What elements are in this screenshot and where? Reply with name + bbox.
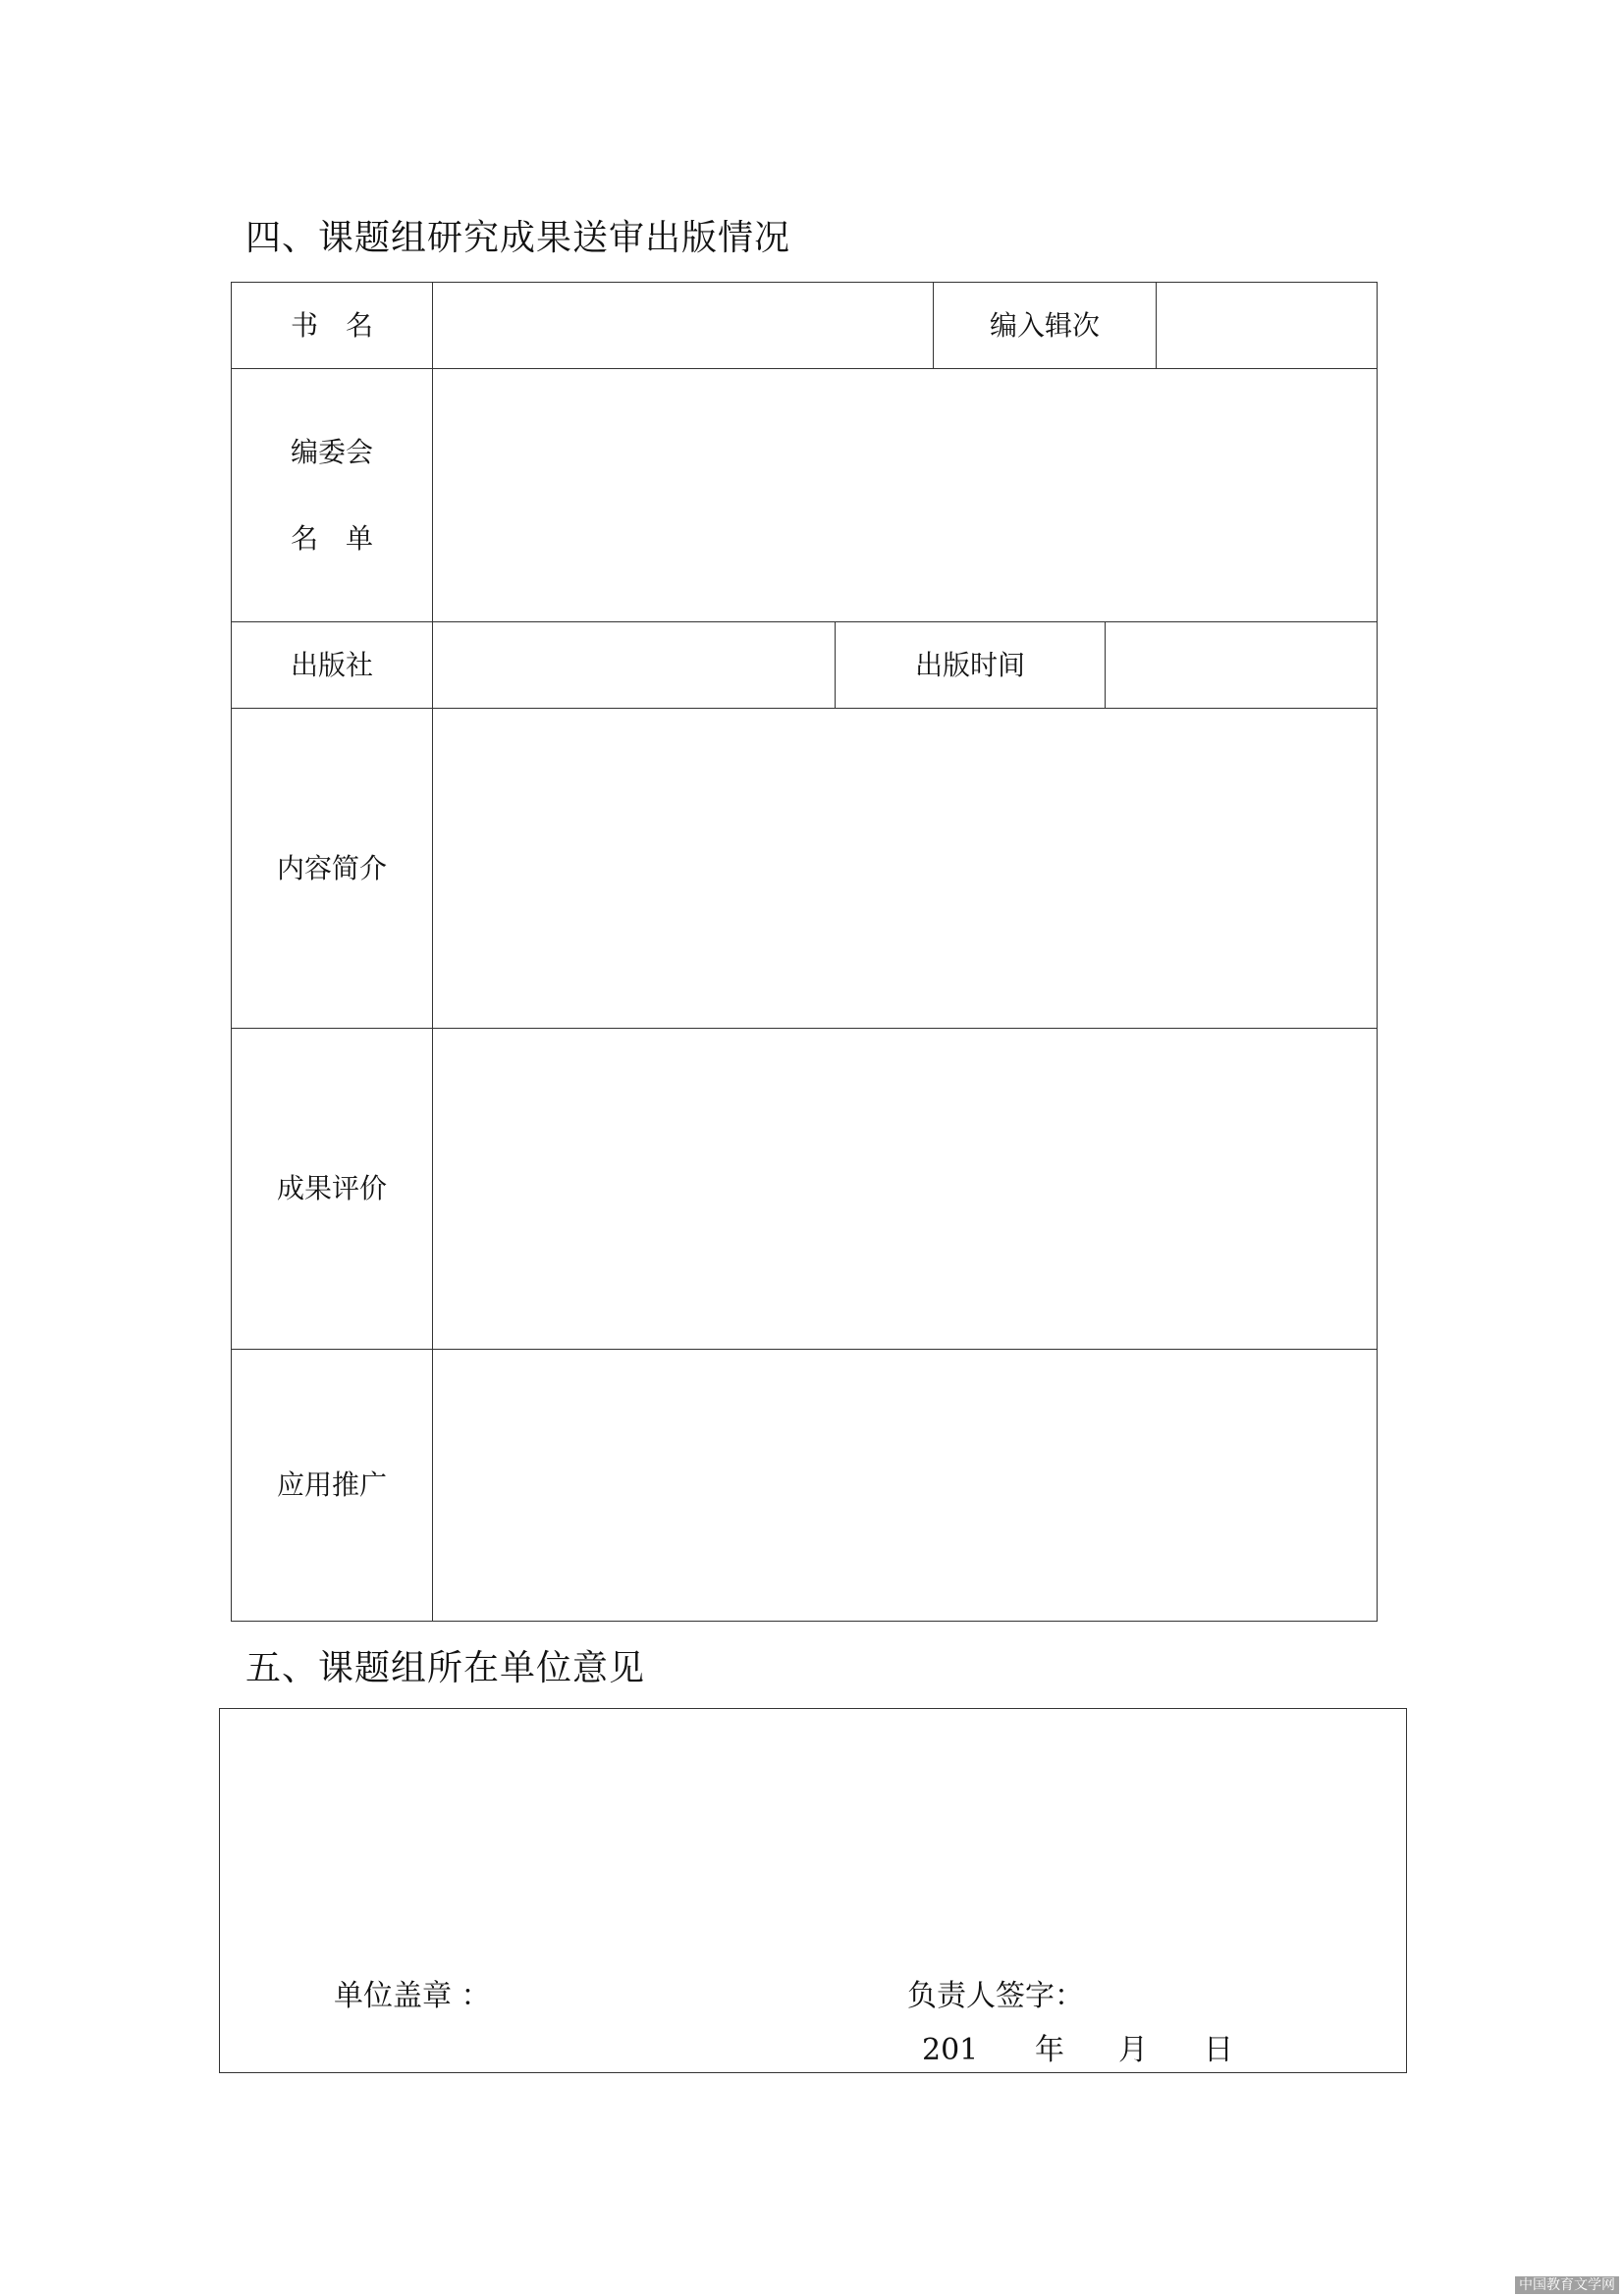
signature-label: 负责人签字： xyxy=(907,1979,1084,2013)
promotion-label: 应用推广 xyxy=(276,1468,387,1501)
pub-time-label-cell xyxy=(836,622,1106,709)
publisher-label: 出版社 xyxy=(290,648,373,681)
summary-field[interactable] xyxy=(433,709,1378,1029)
evaluation-field[interactable] xyxy=(433,1029,1378,1350)
summary-label: 内容简介 xyxy=(276,851,387,884)
committee-label-line1: 编委会 xyxy=(290,435,373,468)
edition-field[interactable] xyxy=(1157,283,1378,369)
year-prefix: 201 xyxy=(922,2033,979,2067)
table-row xyxy=(232,622,1378,709)
book-name-label: 书 名 xyxy=(290,308,373,342)
promotion-field[interactable] xyxy=(433,1350,1378,1622)
evaluation-label-cell xyxy=(232,1029,433,1350)
publisher-field[interactable] xyxy=(433,622,836,709)
table-row xyxy=(232,1029,1378,1350)
committee-list-field[interactable] xyxy=(433,369,1378,622)
promotion-label-cell xyxy=(232,1350,433,1622)
book-name-field[interactable] xyxy=(433,283,934,369)
unit-opinion-box[interactable] xyxy=(219,1708,1407,2073)
committee-label-cell xyxy=(232,369,433,622)
section-5-heading: 五、课题组所在单位意见 xyxy=(245,1648,646,1688)
book-name-label-cell xyxy=(232,283,433,369)
unit-seal-label: 单位盖章 ： xyxy=(334,1979,491,2013)
pub-time-field[interactable] xyxy=(1106,622,1378,709)
edition-label-cell xyxy=(934,283,1157,369)
day-unit: 日 xyxy=(1204,2033,1233,2067)
year-unit: 年 xyxy=(1035,2033,1064,2067)
table-row xyxy=(232,1350,1378,1622)
month-unit: 月 xyxy=(1118,2033,1148,2067)
table-row xyxy=(232,283,1378,369)
pub-time-label: 出版时间 xyxy=(914,648,1025,681)
table-row xyxy=(232,709,1378,1029)
summary-label-cell xyxy=(232,709,433,1029)
edition-label: 编入辑次 xyxy=(990,308,1101,342)
site-watermark: 中国教育文学网 xyxy=(1515,2276,1619,2294)
table-row xyxy=(232,369,1378,622)
evaluation-label: 成果评价 xyxy=(276,1172,387,1204)
publication-table xyxy=(231,282,1378,1622)
section-4-heading: 四、课题组研究成果送审出版情况 xyxy=(245,218,791,258)
committee-label-line2: 名 单 xyxy=(290,521,373,555)
publisher-label-cell xyxy=(232,622,433,709)
